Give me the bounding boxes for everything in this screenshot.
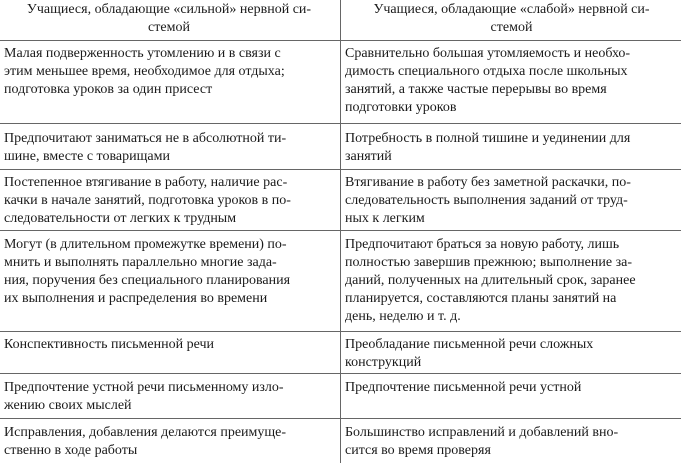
cell-line: шине, вместе с товарищами	[4, 149, 170, 164]
row-5-weak	[345, 336, 679, 372]
row-2-strong	[4, 130, 338, 166]
cell-line: следовательность выполнения заданий от труд-	[345, 193, 628, 208]
cell-line: день, неделю и т. д.	[345, 309, 461, 324]
row-separator	[0, 418, 681, 419]
header-line: Учащиеся, обладающие «сильной» нервной си-	[26, 2, 312, 17]
cell-line: Большинство исправлений и добавлений вно-	[345, 425, 619, 440]
header-weak-nervous-system	[342, 1, 681, 37]
row-4-strong	[4, 236, 338, 308]
cell-line: Предпочтение устной речи письменному изло-	[4, 380, 284, 395]
cell-line: Предпочитают браться за новую работу, лишь	[345, 237, 620, 252]
cell-line: конструкций	[345, 355, 422, 370]
cell-line: мнить и выполнять параллельно многие зада-	[4, 255, 277, 270]
row-3-strong	[4, 174, 338, 228]
cell-line: жению своих мыслей	[4, 398, 132, 413]
column-divider	[340, 0, 341, 463]
row-separator	[0, 230, 681, 231]
row-separator	[0, 123, 681, 124]
header-line: стемой	[490, 20, 533, 35]
header-line: стемой	[148, 20, 190, 35]
cell-line: подготовки уроков	[345, 100, 457, 115]
cell-line: Могут (в длительном промежутке времени) по-	[4, 237, 287, 252]
cell-line: Постепенное втягивание в работу, наличие рас-	[4, 175, 288, 190]
row-separator	[0, 169, 681, 170]
cell-line: качки в начале занятий, подготовка уроков в по-	[4, 193, 291, 208]
cell-line: следовательности от легких к трудным	[4, 211, 237, 226]
cell-line: их выполнения и распределения во времени	[4, 291, 268, 306]
header-line: Учащиеся, обладающие «слабой» нервной си-	[373, 2, 650, 17]
row-6-weak	[345, 379, 679, 397]
cell-line: Конспективность письменной речи	[4, 337, 214, 352]
row-6-strong	[4, 379, 338, 415]
cell-line: этим меньшее время, необходимое для отдыха;	[4, 64, 285, 79]
row-4-weak	[345, 236, 679, 326]
cell-line: Преобладание письменной речи сложных	[345, 337, 594, 352]
cell-line: полностью завершив прежнюю; выполнение за-	[345, 255, 632, 270]
cell-line: сится во время проверяя	[345, 443, 491, 458]
cell-line: ния, поручения без специального планирования	[4, 273, 291, 288]
cell-line: димость специального отдыха после школьных	[345, 64, 628, 79]
cell-line: Втягивание в работу без заметной раскачки, по-	[345, 175, 631, 190]
cell-line: ственно в ходе работы	[4, 443, 138, 458]
row-3-weak	[345, 174, 679, 228]
cell-line: Потребность в полной тишине и уединении для	[345, 131, 631, 146]
cell-line: ных к легким	[345, 211, 425, 226]
cell-line: Предпочтение письменной речи устной	[345, 380, 582, 395]
cell-line: Сравнительно большая утомляемость и необхо-	[345, 46, 631, 61]
cell-line: занятий, а также частые перерывы во время	[345, 82, 607, 97]
row-1-weak	[345, 45, 679, 117]
cell-line: даний, полученных на длительный срок, заранее	[345, 273, 636, 288]
row-2-weak	[345, 130, 679, 166]
cell-line: занятий	[345, 149, 392, 164]
cell-line: планируется, составляются планы занятий на	[345, 291, 617, 306]
row-1-strong	[4, 45, 338, 99]
cell-line: подготовка уроков за один присест	[4, 82, 213, 97]
cell-line: Малая подверженность утомлению и в связи с	[4, 46, 281, 61]
row-separator	[0, 40, 681, 41]
row-7-strong	[4, 424, 338, 460]
header-strong-nervous-system	[0, 1, 338, 37]
row-separator	[0, 331, 681, 332]
table-header	[0, 0, 681, 40]
row-5-strong	[4, 336, 338, 354]
row-separator	[0, 373, 681, 374]
row-7-weak	[345, 424, 679, 460]
cell-line: Предпочитают заниматься не в абсолютной ти-	[4, 131, 287, 146]
cell-line: Исправления, добавления делаются преимуще-	[4, 425, 287, 440]
